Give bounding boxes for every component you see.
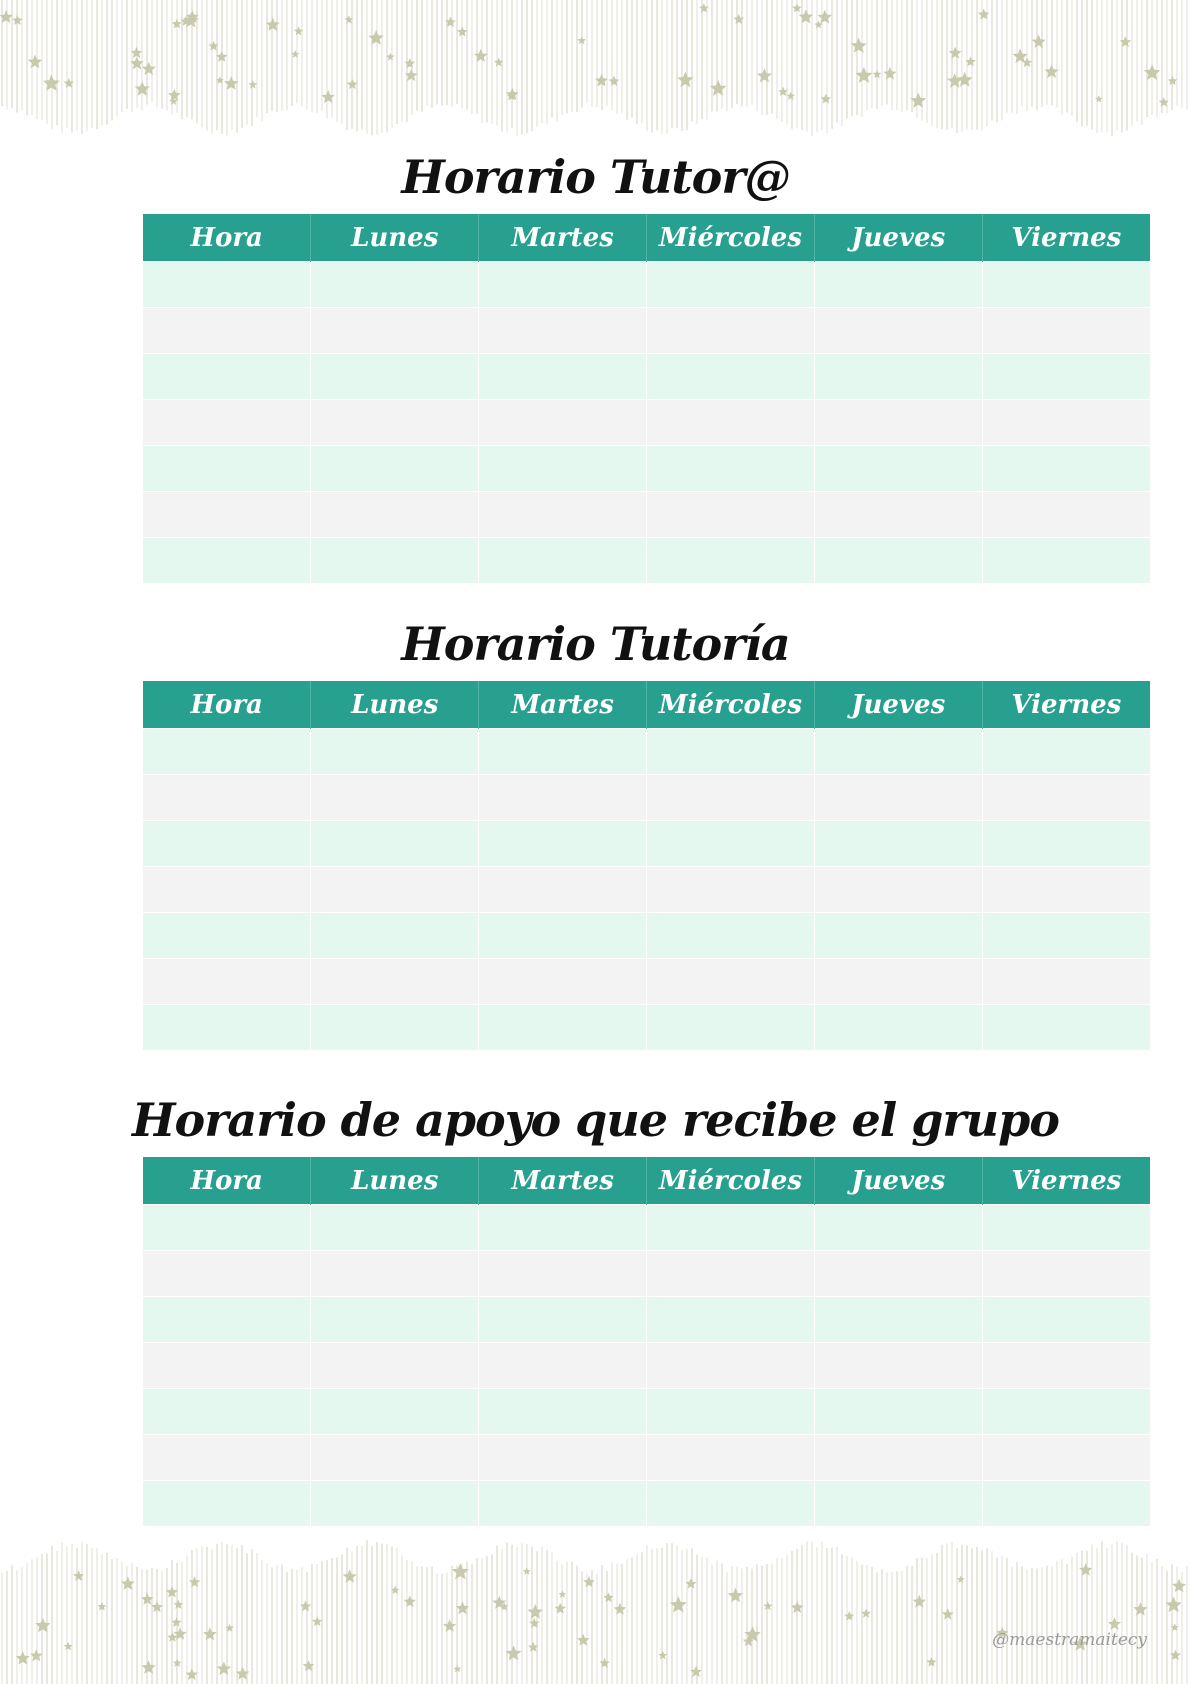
cell-jueves[interactable] xyxy=(814,1205,982,1251)
table-row xyxy=(143,1343,1150,1389)
cell-miercoles[interactable] xyxy=(646,400,814,446)
cell-hora[interactable] xyxy=(143,913,311,959)
cell-jueves[interactable] xyxy=(814,308,982,354)
star-icon xyxy=(321,90,335,103)
cell-hora[interactable] xyxy=(143,729,311,775)
cell-lunes[interactable] xyxy=(311,1205,479,1251)
table-row xyxy=(143,1251,1150,1297)
star-icon xyxy=(217,1661,231,1675)
star-icon xyxy=(913,1595,926,1608)
cell-hora[interactable] xyxy=(143,1005,311,1051)
star-icon xyxy=(861,1609,871,1618)
cell-miercoles[interactable] xyxy=(646,262,814,308)
star-icon xyxy=(343,1570,357,1583)
star-icon xyxy=(559,1590,567,1597)
cell-viernes[interactable] xyxy=(982,1435,1150,1481)
col-header-lunes: Lunes xyxy=(311,1157,479,1205)
cell-jueves[interactable] xyxy=(814,1297,982,1343)
cell-lunes[interactable] xyxy=(311,1435,479,1481)
table-row xyxy=(143,1005,1150,1051)
star-icon xyxy=(203,1627,217,1640)
star-icon xyxy=(883,67,896,80)
cell-martes[interactable] xyxy=(479,492,647,538)
star-icon xyxy=(368,30,383,45)
star-icon xyxy=(404,1595,416,1607)
cell-viernes[interactable] xyxy=(982,354,1150,400)
table-row xyxy=(143,1297,1150,1343)
cell-viernes[interactable] xyxy=(982,308,1150,354)
star-icon xyxy=(583,1576,595,1587)
cell-lunes[interactable] xyxy=(311,354,479,400)
cell-miercoles[interactable] xyxy=(646,1435,814,1481)
star-icon xyxy=(443,1619,456,1632)
cell-miercoles[interactable] xyxy=(646,913,814,959)
star-icon xyxy=(528,1604,543,1619)
cell-viernes[interactable] xyxy=(982,262,1150,308)
cell-viernes[interactable] xyxy=(982,959,1150,1005)
title-horario-apoyo: Horario de apoyo que recibe el grupo xyxy=(132,1093,1059,1147)
cell-miercoles[interactable] xyxy=(646,538,814,584)
cell-lunes[interactable] xyxy=(311,1251,479,1297)
cell-martes[interactable] xyxy=(479,400,647,446)
star-icon xyxy=(910,93,926,108)
cell-lunes[interactable] xyxy=(311,446,479,492)
cell-viernes[interactable] xyxy=(982,1251,1150,1297)
cell-lunes[interactable] xyxy=(311,1481,479,1527)
cell-viernes[interactable] xyxy=(982,1297,1150,1343)
cell-miercoles[interactable] xyxy=(646,775,814,821)
star-icon xyxy=(609,76,620,87)
star-icon xyxy=(189,1576,201,1587)
col-header-hora: Hora xyxy=(143,681,311,729)
cell-hora[interactable] xyxy=(143,821,311,867)
cell-jueves[interactable] xyxy=(814,821,982,867)
cell-jueves[interactable] xyxy=(814,1435,982,1481)
star-icon xyxy=(1079,1563,1092,1576)
cell-jueves[interactable] xyxy=(814,1005,982,1051)
cell-hora[interactable] xyxy=(143,1205,311,1251)
table-row xyxy=(143,538,1150,584)
table-row xyxy=(143,354,1150,400)
cell-miercoles[interactable] xyxy=(646,492,814,538)
col-header-viernes: Viernes xyxy=(982,214,1150,262)
star-icon xyxy=(1165,1597,1181,1613)
cell-miercoles[interactable] xyxy=(646,308,814,354)
star-icon xyxy=(947,73,962,87)
star-icon xyxy=(844,1611,854,1621)
star-icon xyxy=(614,1603,627,1615)
cell-viernes[interactable] xyxy=(982,1205,1150,1251)
star-icon xyxy=(300,1601,311,1612)
bottom-decorative-border xyxy=(0,1540,1191,1684)
cell-hora[interactable] xyxy=(143,1343,311,1389)
cell-miercoles[interactable] xyxy=(646,1343,814,1389)
cell-lunes[interactable] xyxy=(311,913,479,959)
cell-martes[interactable] xyxy=(479,1435,647,1481)
cell-miercoles[interactable] xyxy=(646,1251,814,1297)
col-header-lunes: Lunes xyxy=(311,214,479,262)
table-row xyxy=(143,1205,1150,1251)
cell-hora[interactable] xyxy=(143,1389,311,1435)
cell-hora[interactable] xyxy=(143,538,311,584)
cell-miercoles[interactable] xyxy=(646,1481,814,1527)
cell-jueves[interactable] xyxy=(814,1389,982,1435)
cell-jueves[interactable] xyxy=(814,446,982,492)
table-header-row xyxy=(143,681,1150,729)
star-icon xyxy=(224,76,238,90)
credit-handle: @maestramaitecy xyxy=(992,1630,1147,1650)
cell-lunes[interactable] xyxy=(311,308,479,354)
schedule-table-tutoria xyxy=(143,681,1150,1050)
cell-viernes[interactable] xyxy=(982,1343,1150,1389)
schedule-table-tutor xyxy=(143,214,1150,583)
cell-martes[interactable] xyxy=(479,1205,647,1251)
cell-hora[interactable] xyxy=(143,492,311,538)
col-header-jueves: Jueves xyxy=(814,681,982,729)
star-icon xyxy=(16,1651,30,1665)
col-header-jueves: Jueves xyxy=(814,214,982,262)
star-icon xyxy=(599,1658,610,1668)
cell-miercoles[interactable] xyxy=(646,867,814,913)
cell-jueves[interactable] xyxy=(814,492,982,538)
cell-martes[interactable] xyxy=(479,959,647,1005)
cell-jueves[interactable] xyxy=(814,262,982,308)
cell-martes[interactable] xyxy=(479,308,647,354)
cell-viernes[interactable] xyxy=(982,913,1150,959)
cell-jueves[interactable] xyxy=(814,867,982,913)
star-icon xyxy=(978,9,990,20)
cell-martes[interactable] xyxy=(479,446,647,492)
cell-viernes[interactable] xyxy=(982,821,1150,867)
cell-martes[interactable] xyxy=(479,1251,647,1297)
top-decorative-border xyxy=(0,0,1191,136)
star-icon xyxy=(778,87,788,96)
table-row xyxy=(143,913,1150,959)
star-icon xyxy=(957,1575,965,1582)
star-icon xyxy=(474,49,488,62)
star-icon xyxy=(529,1618,540,1628)
col-header-lunes: Lunes xyxy=(311,681,479,729)
cell-hora[interactable] xyxy=(143,867,311,913)
star-icon xyxy=(1133,1602,1147,1616)
table-row xyxy=(143,1481,1150,1527)
table-row xyxy=(143,959,1150,1005)
star-icon xyxy=(141,1660,155,1674)
star-icon xyxy=(1120,36,1132,47)
cell-martes[interactable] xyxy=(479,867,647,913)
cell-martes[interactable] xyxy=(479,538,647,584)
star-icon xyxy=(577,1634,589,1646)
cell-martes[interactable] xyxy=(479,1343,647,1389)
cell-martes[interactable] xyxy=(479,821,647,867)
star-icon xyxy=(787,92,796,100)
cell-jueves[interactable] xyxy=(814,1343,982,1389)
cell-lunes[interactable] xyxy=(311,1297,479,1343)
col-header-jueves: Jueves xyxy=(814,1157,982,1205)
star-icon xyxy=(248,80,257,89)
cell-martes[interactable] xyxy=(479,1481,647,1527)
col-header-martes: Martes xyxy=(479,214,647,262)
cell-hora[interactable] xyxy=(143,1481,311,1527)
table-header-row xyxy=(143,1157,1150,1205)
cell-lunes[interactable] xyxy=(311,400,479,446)
cell-jueves[interactable] xyxy=(814,729,982,775)
cell-hora[interactable] xyxy=(143,354,311,400)
cell-lunes[interactable] xyxy=(311,1343,479,1389)
cell-hora[interactable] xyxy=(143,446,311,492)
star-icon xyxy=(1095,95,1103,102)
cell-miercoles[interactable] xyxy=(646,354,814,400)
col-header-martes: Martes xyxy=(479,1157,647,1205)
cell-martes[interactable] xyxy=(479,1005,647,1051)
table-row xyxy=(143,446,1150,492)
cell-jueves[interactable] xyxy=(814,1481,982,1527)
cell-hora[interactable] xyxy=(143,262,311,308)
table-row xyxy=(143,775,1150,821)
star-icon xyxy=(174,1627,187,1640)
cell-lunes[interactable] xyxy=(311,959,479,1005)
table-row xyxy=(143,492,1150,538)
star-icon xyxy=(677,72,693,88)
cell-lunes[interactable] xyxy=(311,538,479,584)
cell-martes[interactable] xyxy=(479,262,647,308)
title-horario-tutoria: Horario Tutoría xyxy=(401,617,790,671)
cell-lunes[interactable] xyxy=(311,1005,479,1051)
star-icon xyxy=(168,89,181,101)
cell-miercoles[interactable] xyxy=(646,446,814,492)
cell-hora[interactable] xyxy=(143,1435,311,1481)
cell-viernes[interactable] xyxy=(982,1389,1150,1435)
cell-jueves[interactable] xyxy=(814,775,982,821)
cell-lunes[interactable] xyxy=(311,821,479,867)
cell-martes[interactable] xyxy=(479,354,647,400)
cell-miercoles[interactable] xyxy=(646,1005,814,1051)
star-icon xyxy=(1032,35,1046,48)
cell-jueves[interactable] xyxy=(814,1251,982,1297)
cell-martes[interactable] xyxy=(479,775,647,821)
col-header-viernes: Viernes xyxy=(982,1157,1150,1205)
cell-lunes[interactable] xyxy=(311,262,479,308)
cell-hora[interactable] xyxy=(143,959,311,1005)
cell-viernes[interactable] xyxy=(982,867,1150,913)
cell-jueves[interactable] xyxy=(814,959,982,1005)
col-header-miercoles: Miércoles xyxy=(646,681,814,729)
star-icon xyxy=(763,1602,772,1611)
star-icon xyxy=(35,1618,50,1633)
star-icon xyxy=(142,62,156,75)
cell-hora[interactable] xyxy=(143,400,311,446)
star-icon xyxy=(452,1563,469,1579)
table-row xyxy=(143,729,1150,775)
star-icon xyxy=(64,1642,73,1650)
cell-lunes[interactable] xyxy=(311,775,479,821)
cell-jueves[interactable] xyxy=(814,913,982,959)
cell-lunes[interactable] xyxy=(311,867,479,913)
cell-viernes[interactable] xyxy=(982,729,1150,775)
cell-miercoles[interactable] xyxy=(646,729,814,775)
col-header-miercoles: Miércoles xyxy=(646,214,814,262)
col-header-hora: Hora xyxy=(143,214,311,262)
star-icon xyxy=(1172,1579,1186,1593)
cell-viernes[interactable] xyxy=(982,446,1150,492)
star-icon xyxy=(728,1588,743,1603)
schedule-table-apoyo xyxy=(143,1157,1150,1526)
table-header-row xyxy=(143,214,1150,262)
cell-hora[interactable] xyxy=(143,1297,311,1343)
table-row xyxy=(143,308,1150,354)
star-icon xyxy=(28,55,42,69)
cell-viernes[interactable] xyxy=(982,538,1150,584)
table-row xyxy=(143,1435,1150,1481)
cell-jueves[interactable] xyxy=(814,538,982,584)
cell-lunes[interactable] xyxy=(311,729,479,775)
cell-lunes[interactable] xyxy=(311,492,479,538)
star-stripes-pattern xyxy=(0,1540,1191,1684)
cell-miercoles[interactable] xyxy=(646,959,814,1005)
cell-viernes[interactable] xyxy=(982,1005,1150,1051)
star-icon xyxy=(949,47,962,59)
table-row xyxy=(143,1389,1150,1435)
cell-viernes[interactable] xyxy=(982,1481,1150,1527)
cell-martes[interactable] xyxy=(479,913,647,959)
star-icon xyxy=(818,10,833,24)
table-row xyxy=(143,867,1150,913)
star-icon xyxy=(757,68,772,82)
table-row xyxy=(143,400,1150,446)
star-icon xyxy=(799,10,814,24)
title-horario-tutor: Horario Tutor@ xyxy=(401,150,790,204)
star-icon xyxy=(555,1603,567,1614)
star-icon xyxy=(404,58,415,68)
cell-martes[interactable] xyxy=(479,1389,647,1435)
star-icon xyxy=(855,67,872,83)
col-header-hora: Hora xyxy=(143,1157,311,1205)
col-header-miercoles: Miércoles xyxy=(646,1157,814,1205)
star-icon xyxy=(266,18,280,31)
star-stripes-pattern xyxy=(0,0,1191,136)
cell-viernes[interactable] xyxy=(982,400,1150,446)
cell-miercoles[interactable] xyxy=(646,1205,814,1251)
cell-viernes[interactable] xyxy=(982,492,1150,538)
cell-miercoles[interactable] xyxy=(646,1389,814,1435)
cell-martes[interactable] xyxy=(479,1297,647,1343)
cell-jueves[interactable] xyxy=(814,400,982,446)
star-icon xyxy=(121,1576,135,1590)
star-icon xyxy=(658,1651,667,1660)
cell-viernes[interactable] xyxy=(982,775,1150,821)
table-row xyxy=(143,262,1150,308)
col-header-viernes: Viernes xyxy=(982,681,1150,729)
star-icon xyxy=(851,38,867,53)
cell-jueves[interactable] xyxy=(814,354,982,400)
cell-miercoles[interactable] xyxy=(646,821,814,867)
cell-miercoles[interactable] xyxy=(646,1297,814,1343)
cell-hora[interactable] xyxy=(143,308,311,354)
cell-martes[interactable] xyxy=(479,729,647,775)
star-icon xyxy=(73,1570,84,1581)
cell-hora[interactable] xyxy=(143,1251,311,1297)
cell-lunes[interactable] xyxy=(311,1389,479,1435)
star-icon xyxy=(1108,1617,1121,1630)
star-icon xyxy=(506,1645,522,1660)
star-icon xyxy=(926,1657,936,1667)
cell-hora[interactable] xyxy=(143,775,311,821)
col-header-martes: Martes xyxy=(479,681,647,729)
table-row xyxy=(143,821,1150,867)
